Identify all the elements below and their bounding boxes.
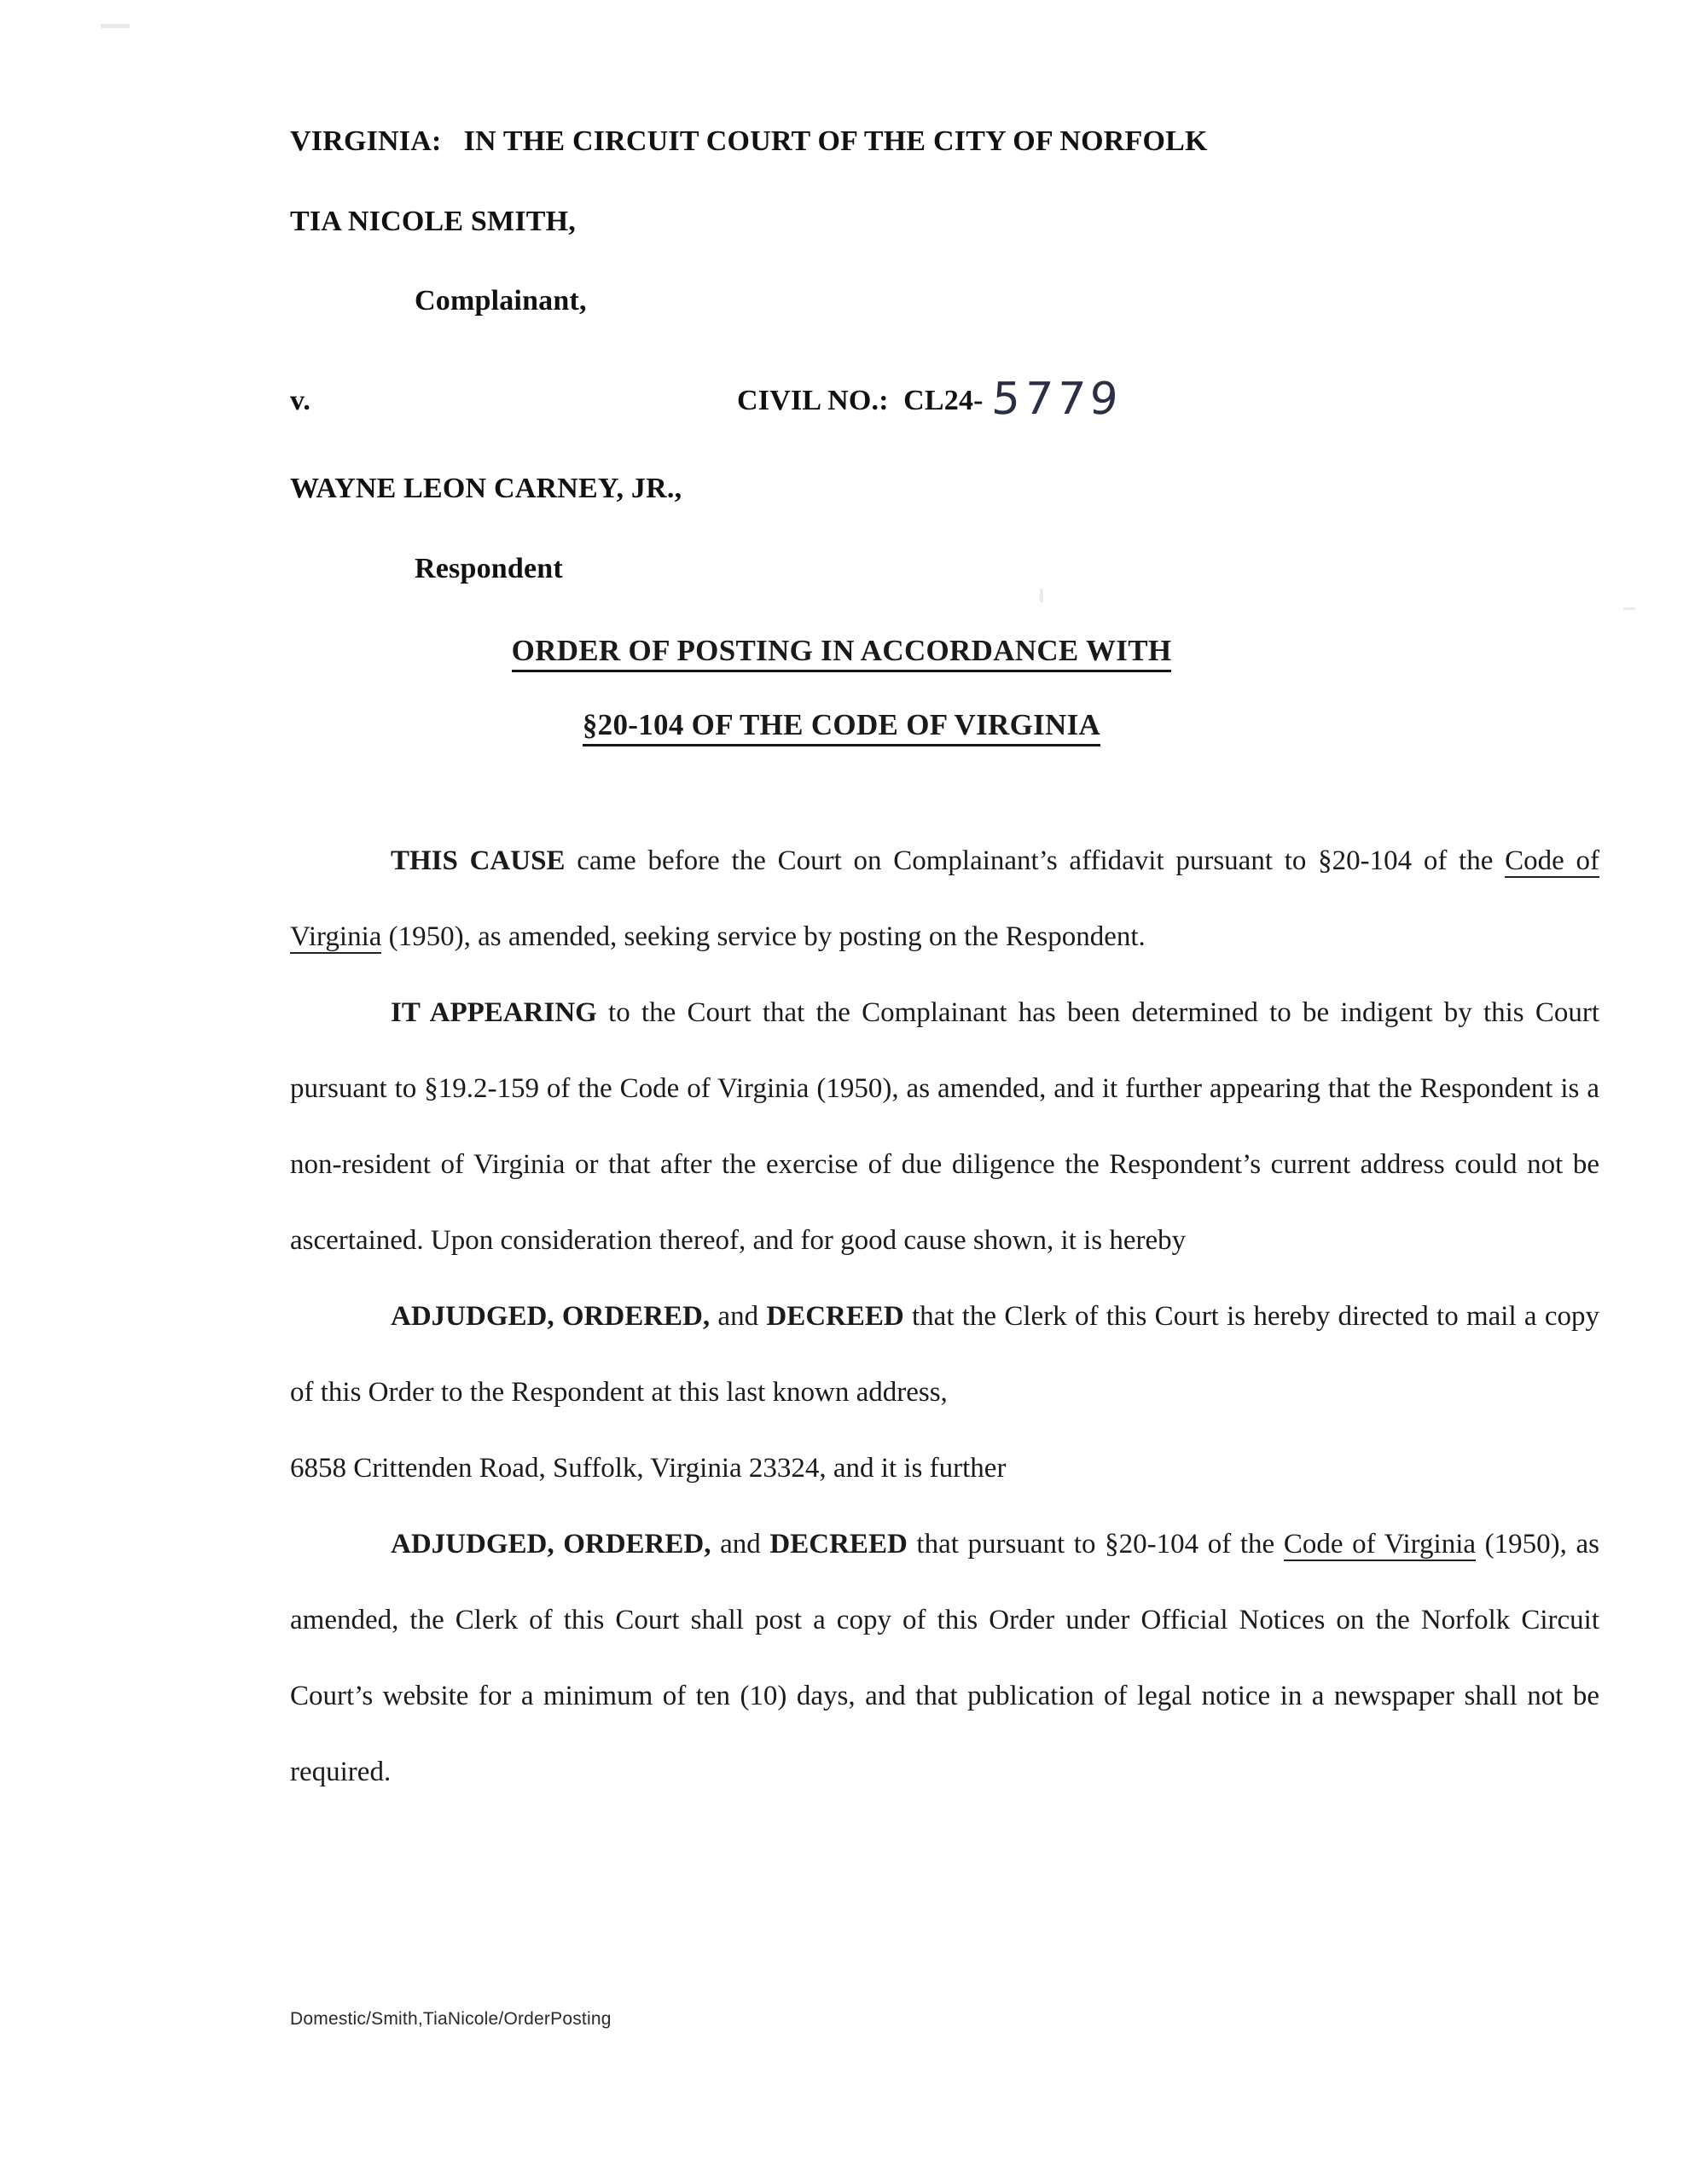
paragraph-2-text: to the Court that the Complainant has been determined to be indigent by this Court pursuant to §19.2-159 of the Code of Virginia (1950), as amended, and it further appearing that the Respondent is a non-resident of Virginia or that after the exercise of due diligence the Respondent’s current address could not be ascertained. Upon consideration thereof, and for good cause shown, it is hereby <box>290 997 1600 1256</box>
versus-label: v. <box>290 385 311 417</box>
case-caption-block <box>290 126 1595 584</box>
document-title-line-2 <box>0 710 1683 740</box>
code-of-virginia-citation-2: Code of Virginia <box>1283 1529 1477 1560</box>
paragraph-3-text: that the Clerk of this Court is hereby directed to mail a copy of this Order to the Respondent at this last known address, <box>290 1301 1599 1408</box>
paragraph-1-lead-in: THIS CAUSE <box>391 845 566 876</box>
civil-number-handwritten-value: 5779 <box>989 374 1124 426</box>
paragraph-4-lead-in-a: ADJUDGED, ORDERED, <box>391 1529 711 1560</box>
scan-artifact <box>1040 589 1043 602</box>
paragraph-3-lead-in-a: ADJUDGED, ORDERED, <box>391 1301 711 1332</box>
respondent-last-known-address: 6858 Crittenden Road, Suffolk, Virginia 23324, and it is further <box>290 1453 1007 1484</box>
court-heading: VIRGINIA: IN THE CIRCUIT COURT OF THE CITY OF NORFOLK <box>290 125 1208 157</box>
document-title-line-2-text: §20-104 OF THE CODE OF VIRGINIA <box>583 708 1100 746</box>
versus-and-civil-number-row <box>290 369 1595 426</box>
paragraph-4-lead-in-b: DECREED <box>769 1529 908 1560</box>
paragraph-3-lead-in-b: DECREED <box>766 1301 904 1332</box>
paragraph-3-lead-mid: and <box>710 1301 767 1332</box>
civil-number-label: CIVIL NO.: CL24- <box>737 385 984 417</box>
document-footer-reference: Domestic/Smith,TiaNicole/OrderPosting <box>290 2009 612 2029</box>
paragraph-4-lead-mid: and <box>711 1529 770 1560</box>
paragraph-1-text-a: came before the Court on Complainant’s affidavit pursuant to §20-104 of the <box>565 845 1506 876</box>
scan-artifact <box>101 24 130 28</box>
respondent-label: Respondent <box>415 552 563 584</box>
paragraph-4-text-a: that pursuant to §20-104 of the <box>907 1529 1284 1560</box>
document-title <box>0 636 1683 784</box>
complainant-name: TIA NICOLE SMITH, <box>290 205 576 237</box>
respondent-name: WAYNE LEON CARNEY, JR., <box>290 473 682 505</box>
paragraph-2-lead-in: IT APPEARING <box>391 997 597 1028</box>
civil-number-group <box>737 369 1124 426</box>
paragraph-4-text-b: (1950), as amended, the Clerk of this Court shall post a copy of this Order under Official Notices on the Norfolk Circuit Court’s website for a minimum of ten (10) days, and that publication of legal notice in a newspaper shall not be required. <box>290 1529 1600 1787</box>
code-of-virginia-citation-1: Code of Virginia <box>290 845 1599 952</box>
document-title-line-1 <box>0 636 1683 665</box>
paragraph-adjudged-mail-copy <box>290 1279 1599 1431</box>
document-body <box>290 823 1599 1810</box>
paragraph-it-appearing <box>290 975 1599 1279</box>
paragraph-1-text-b: (1950), as amended, seeking service by posting on the Respondent. <box>381 921 1146 952</box>
paragraph-this-cause <box>290 823 1599 975</box>
paragraph-adjudged-post-notice <box>290 1507 1599 1810</box>
document-title-line-1-text: ORDER OF POSTING IN ACCORDANCE WITH <box>512 634 1172 672</box>
complainant-label: Complainant, <box>415 285 587 317</box>
scan-artifact <box>1623 607 1635 610</box>
